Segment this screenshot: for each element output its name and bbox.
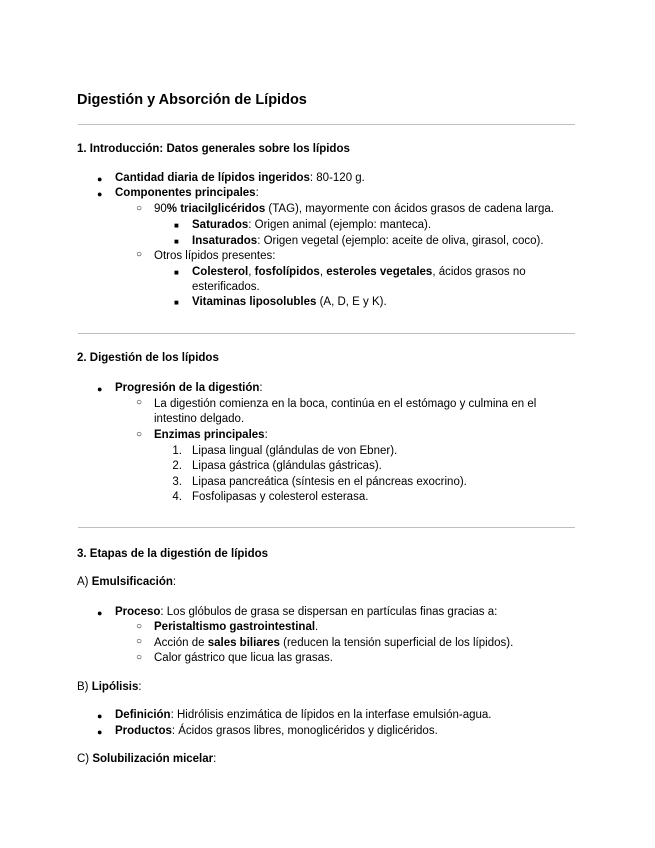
bullet-disc-icon: ● [97, 608, 103, 618]
divider [78, 527, 575, 528]
list-item-progresion-text-cont: intestino delgado. [154, 413, 245, 425]
list-item-colesterol-cont: esterificados. [192, 281, 260, 293]
enzyme-item: Fosfolipasas y colesterol esterasa. [192, 491, 369, 503]
list-item-cantidad: Cantidad diaria de lípidos ingeridos: 80-120 g. [115, 172, 365, 184]
list-item-progresion-text: La digestión comienza en la boca, continúa en el estómago y culmina en el [154, 398, 537, 410]
list-item-saturados: Saturados: Origen animal (ejemplo: manteca). [192, 219, 432, 231]
bullet-square-icon: ■ [174, 298, 179, 307]
bullet-square-icon: ■ [174, 221, 179, 230]
bullet-square-icon: ■ [174, 237, 179, 246]
list-number: 4. [172, 491, 182, 503]
subsection-c-heading: C) Solubilización micelar: [77, 753, 217, 765]
list-item-otros: Otros lípidos presentes: [154, 250, 276, 262]
bullet-circle-icon: ○ [136, 429, 143, 440]
list-item-insaturados: Insaturados: Origen vegetal (ejemplo: aceite de oliva, girasol, coco). [192, 235, 544, 247]
bullet-circle-icon: ○ [136, 621, 143, 632]
enzyme-item: Lipasa gástrica (glándulas gástricas). [192, 460, 382, 472]
list-item-componentes: Componentes principales: [115, 187, 259, 199]
section-1-heading: 1. Introducción: Datos generales sobre los lípidos [77, 143, 350, 155]
bullet-circle-icon: ○ [136, 249, 143, 260]
list-item-tag: 90% triacilglicéridos (TAG), mayormente con ácidos grasos de cadena larga. [154, 203, 554, 215]
bullet-disc-icon: ● [97, 727, 103, 737]
bullet-disc-icon: ● [97, 384, 103, 394]
section-2-heading: 2. Digestión de los lípidos [77, 352, 219, 364]
bullet-square-icon: ■ [174, 268, 179, 277]
bullet-disc-icon: ● [97, 174, 103, 184]
bullet-disc-icon: ● [97, 189, 103, 199]
list-item-definicion: Definición: Hidrólisis enzimática de lípidos en la interfase emulsión-agua. [115, 709, 492, 721]
list-item-productos: Productos: Ácidos grasos libres, monoglicéridos y diglicéridos. [115, 725, 438, 737]
list-item-proceso: Proceso: Los glóbulos de grasa se dispersan en partículas finas gracias a: [115, 606, 498, 618]
subsection-b-heading: B) Lipólisis: [77, 681, 142, 693]
list-number: 3. [172, 476, 182, 488]
enzyme-item: Lipasa pancreática (síntesis en el páncreas exocrino). [192, 476, 467, 488]
page-title: Digestión y Absorción de Lípidos [77, 92, 307, 108]
bullet-circle-icon: ○ [136, 636, 143, 647]
section-3-heading: 3. Etapas de la digestión de lípidos [77, 548, 269, 560]
divider [78, 333, 575, 334]
list-number: 1. [172, 445, 182, 457]
subsection-a-heading: A) Emulsificación: [77, 576, 177, 588]
list-item-sales: Acción de sales biliares (reducen la tensión superficial de los lípidos). [154, 637, 514, 649]
bullet-circle-icon: ○ [136, 203, 143, 214]
list-number: 2. [172, 460, 182, 472]
bullet-circle-icon: ○ [136, 652, 143, 663]
list-item-colesterol: Colesterol, fosfolípidos, esteroles vegetales, ácidos grasos no [192, 266, 526, 278]
list-item-progresion: Progresión de la digestión: [115, 382, 263, 394]
bullet-circle-icon: ○ [136, 397, 143, 408]
bullet-disc-icon: ● [97, 711, 103, 721]
list-item-peristaltismo: Peristaltismo gastrointestinal. [154, 621, 319, 633]
list-item-calor: Calor gástrico que licua las grasas. [154, 652, 333, 664]
list-item-vitaminas: Vitaminas liposolubles (A, D, E y K). [192, 296, 387, 308]
divider [78, 124, 575, 125]
list-item-enzimas: Enzimas principales: [154, 429, 268, 441]
enzyme-item: Lipasa lingual (glándulas de von Ebner). [192, 445, 398, 457]
